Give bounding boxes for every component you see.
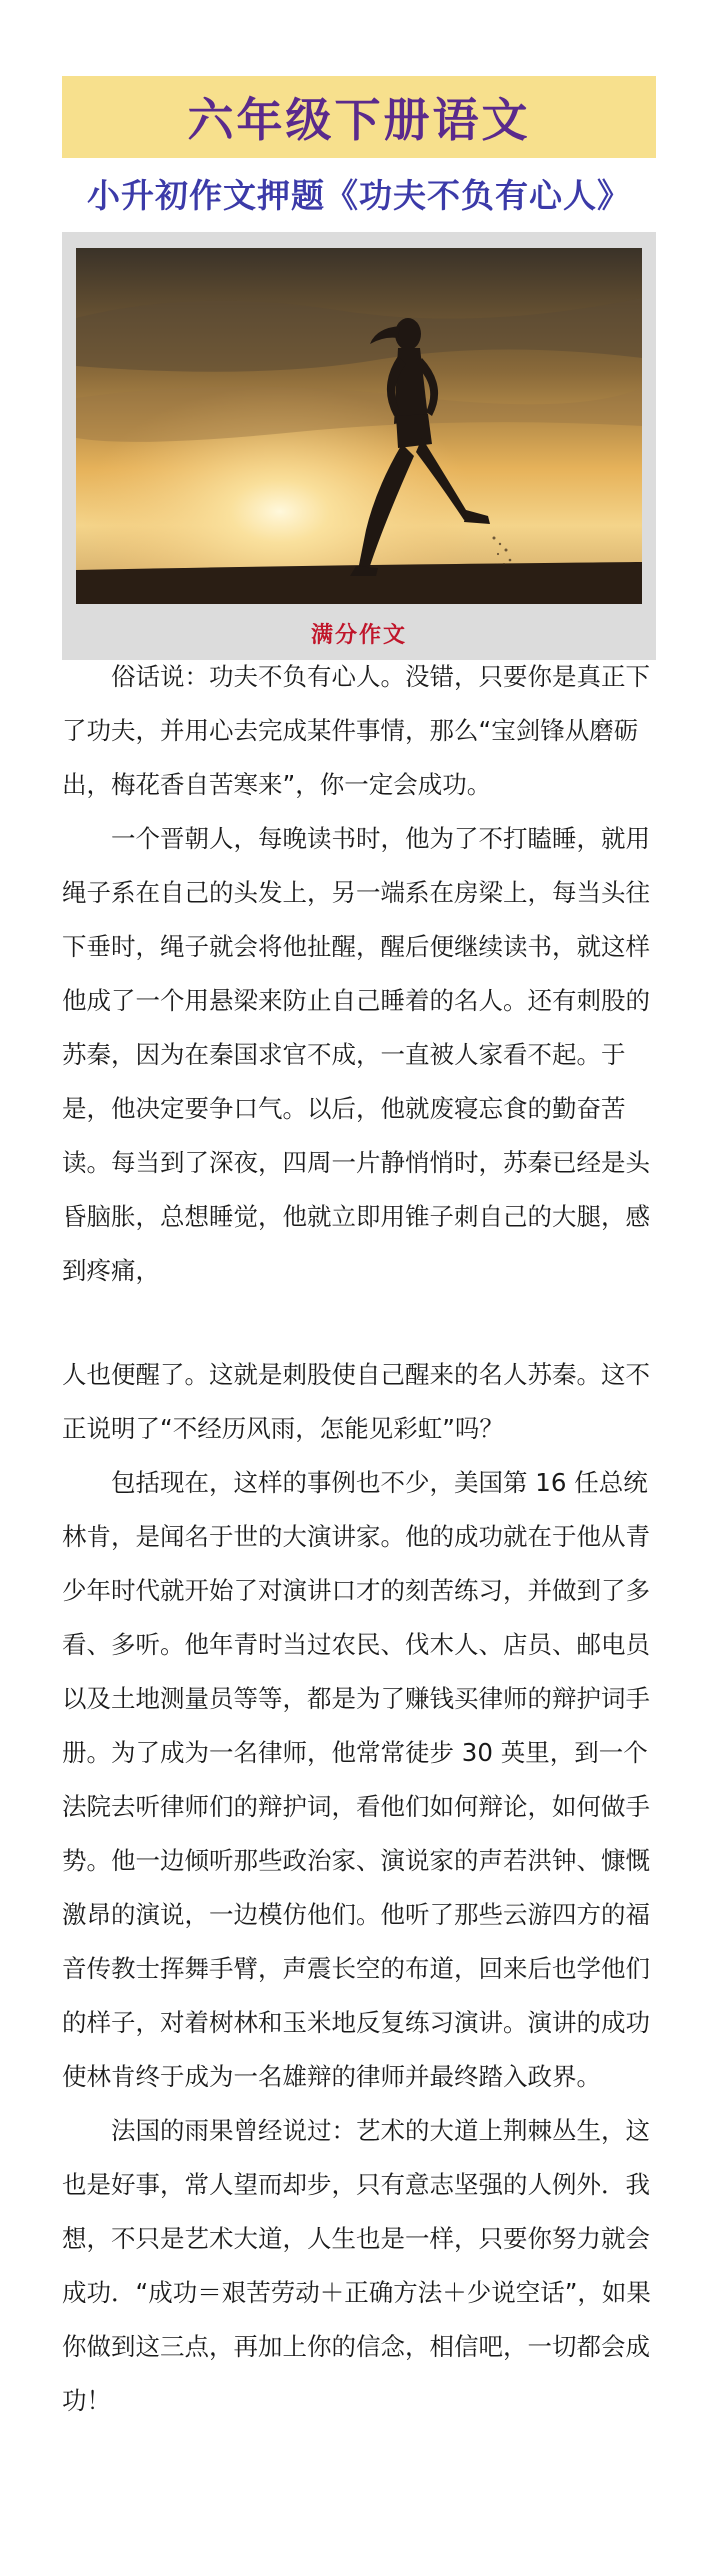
- page-subtitle: 小升初作文押题《功夫不负有心人》: [87, 176, 631, 215]
- paragraph: 一个晋朝人，每晚读书时，他为了不打瞌睡，就用绳子系在自己的头发上，另一端系在房梁上，每当头往下垂时，绳子就会将他扯醒，醒后便继续读书，就这样他成了一个用悬梁来防止自己睡着的名人。还有刺股的苏秦，因为在秦国求官不成，一直被人家看不起。于是，他决定要争口气。以后，他就废寝忘食的勤奋苦读。每当到了深夜，四周一片静悄悄时，苏秦已经是头昏脑胀，总想睡觉，他就立即用锥子刺自己的大腿，感到疼痛，: [62, 824, 650, 1285]
- paragraph: 包括现在，这样的事例也不少，美国第 16 任总统林肯，是闻名于世的大演讲家。他的成功就在于他从青少年时代就开始了对演讲口才的刻苦练习，并做到了多看、多听。他年青时当过农民、伐木人、店员、邮电员以及土地测量员等等，都是为了赚钱买律师的辩护词手册。为了成为一名律师，他常常徒步 30 英里，到一个法院去听律师们的辩护词，看他们如何辩论，如何做手势。他一边倾听那些政治家、演说家的声若洪钟、慷慨激昂的演说，一边模仿他们。他听了那些云游四方的福音传教士挥舞手臂，声震长空的布道，回来后也学他们的样子，对着树林和玉米地反复练习演讲。演讲的成功使林肯终于成为一名雄辩的律师并最终踏入政界。: [62, 1468, 650, 2091]
- paragraph-continuation: 人也便醒了。这就是刺股使自己醒来的名人苏秦。这不正说明了“不经历风雨，怎能见彩虹”吗？: [62, 1360, 650, 1443]
- runner-sunset-photo: [76, 248, 642, 604]
- paragraph: 俗话说：功夫不负有心人。没错，只要你是真正下了功夫，并用心去完成某件事情，那么“宝剑锋从磨砺出，梅花香自苦寒来”，你一定会成功。: [62, 662, 650, 799]
- article-block-2: [62, 1348, 660, 2428]
- title-banner: [62, 76, 656, 158]
- figure-caption: 满分作文: [310, 622, 407, 648]
- article-block-1: [62, 650, 660, 1298]
- paragraph: 法国的雨果曾经说过：艺术的大道上荆棘丛生，这也是好事，常人望而却步，只有意志坚强的人例外．我想，不只是艺术大道，人生也是一样，只要你努力就会成功．“成功＝艰苦劳动＋正确方法＋少说空话”，如果你做到这三点，再加上你的信念，相信吧，一切都会成功！: [62, 2116, 651, 2415]
- figure-frame: [62, 232, 656, 660]
- page-title: 六年级下册语文: [187, 93, 531, 147]
